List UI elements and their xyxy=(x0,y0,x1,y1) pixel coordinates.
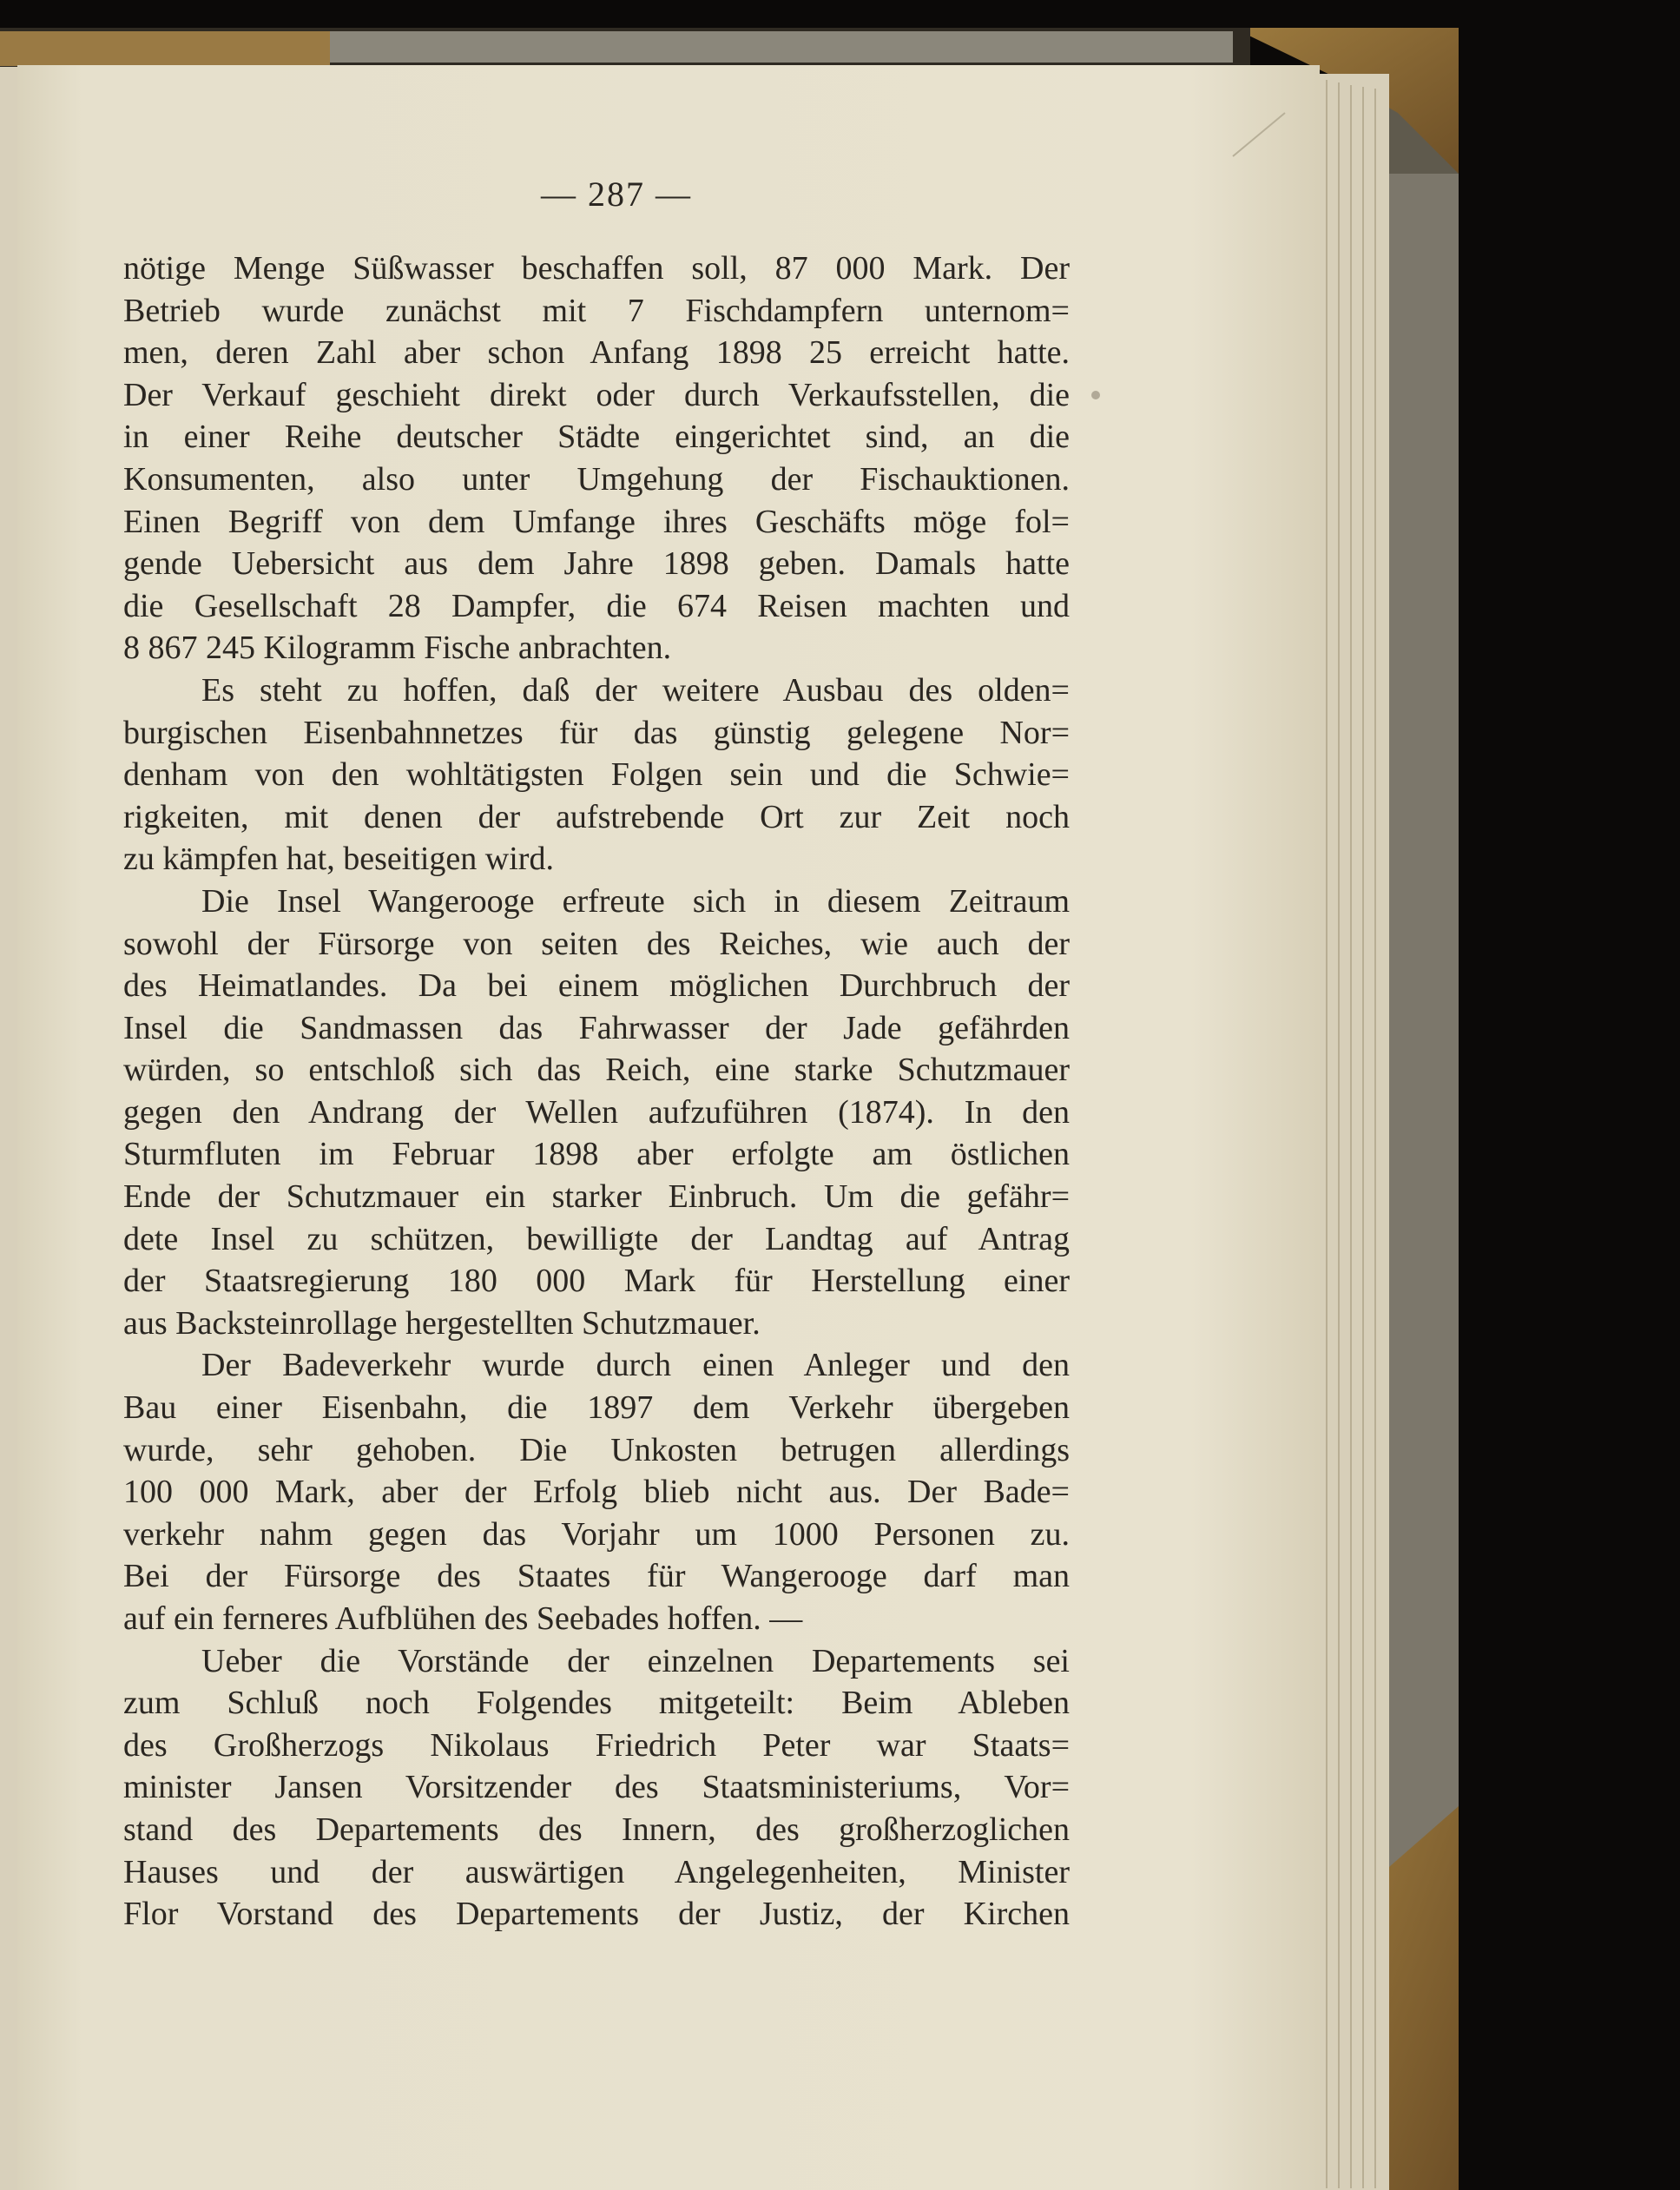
text-line: men, deren Zahl aber schon Anfang 1898 25 erreicht hatte. xyxy=(123,334,1070,372)
text-line: minister Jansen Vorsitzender des Staatsministeriums, Vor= xyxy=(123,1769,1070,1806)
text-line: Bei der Fürsorge des Staates für Wangerooge darf man xyxy=(123,1558,1070,1595)
text-line: Die Insel Wangerooge erfreute sich in diesem Zeitraum xyxy=(201,882,1070,920)
text-line: 100 000 Mark, aber der Erfolg blieb nicht aus. Der Bade= xyxy=(123,1474,1070,1511)
text-line: rigkeiten, mit denen der aufstrebende Ort zur Zeit noch xyxy=(123,798,1070,835)
text-line: dete Insel zu schützen, bewilligte der Landtag auf Antrag xyxy=(123,1220,1070,1257)
text-line: zu kämpfen hat, beseitigen wird. xyxy=(123,841,554,878)
text-line: Sturmfluten im Februar 1898 aber erfolgte am östlichen xyxy=(123,1136,1070,1173)
text-line: sowohl der Fürsorge von seiten des Reiches, wie auch der xyxy=(123,925,1070,962)
text-line: des Heimatlandes. Da bei einem möglichen Durchbruch der xyxy=(123,967,1070,1005)
text-line: Bau einer Eisenbahn, die 1897 dem Verkehr übergeben xyxy=(123,1389,1070,1427)
text-line: in einer Reihe deutscher Städte eingerichtet sind, an die xyxy=(123,419,1070,456)
page-number: — 287 — xyxy=(541,175,692,214)
text-line: Hauses und der auswärtigen Angelegenheiten, Minister xyxy=(123,1853,1070,1890)
text-line: Einen Begriff von dem Umfange ihres Geschäfts möge fol= xyxy=(123,503,1070,540)
text-line: Der Verkauf geschieht direkt oder durch Verkaufsstellen, die xyxy=(123,376,1070,413)
text-line: stand des Departements des Innern, des großherzoglichen xyxy=(123,1811,1070,1848)
text-line: Es steht zu hoffen, daß der weitere Ausbau des olden= xyxy=(201,671,1070,709)
text-line: der Staatsregierung 180 000 Mark für Herstellung einer xyxy=(123,1263,1070,1300)
text-line: auf ein ferneres Aufblühen des Seebades hoffen. — xyxy=(123,1600,803,1637)
text-line: 8 867 245 Kilogramm Fische anbrachten. xyxy=(123,630,672,667)
body-text xyxy=(123,247,1070,1936)
text-line: gegen den Andrang der Wellen aufzuführen (1874). In den xyxy=(123,1093,1070,1131)
text-line: Flor Vorstand des Departements der Justiz, der Kirchen xyxy=(123,1896,1070,1933)
text-line: Insel die Sandmassen das Fahrwasser der Jade gefährden xyxy=(123,1009,1070,1046)
left-page-edge xyxy=(0,52,19,2190)
text-line: nötige Menge Süßwasser beschaffen soll, 87 000 Mark. Der xyxy=(123,250,1070,287)
text-line: Ueber die Vorstände der einzelnen Departements sei xyxy=(201,1642,1070,1679)
text-line: würden, so entschloß sich das Reich, eine starke Schutzmauer xyxy=(123,1052,1070,1089)
text-line: wurde, sehr gehoben. Die Unkosten betrugen allerdings xyxy=(123,1431,1070,1468)
text-line: gende Uebersicht aus dem Jahre 1898 geben. Damals hatte xyxy=(123,545,1070,583)
text-line: burgischen Eisenbahnnetzes für das günstig gelegene Nor= xyxy=(123,714,1070,751)
text-line: aus Backsteinrollage hergestellten Schutzmauer. xyxy=(123,1304,761,1342)
text-line: denham von den wohltätigsten Folgen sein und die Schwie= xyxy=(123,756,1070,794)
text-line: Der Badeverkehr wurde durch einen Anleger und den xyxy=(201,1347,1070,1384)
text-line: des Großherzogs Nikolaus Friedrich Peter war Staats= xyxy=(123,1726,1070,1764)
text-line: zum Schluß noch Folgendes mitgeteilt: Beim Ableben xyxy=(123,1685,1070,1722)
text-line: Konsumenten, also unter Umgehung der Fischauktionen. xyxy=(123,460,1070,498)
text-line: verkehr nahm gegen das Vorjahr um 1000 Personen zu. xyxy=(123,1515,1070,1553)
text-line: Ende der Schutzmauer ein starker Einbruch. Um die gefähr= xyxy=(123,1178,1070,1216)
text-line: Betrieb wurde zunächst mit 7 Fischdampfern unternom= xyxy=(123,292,1070,329)
text-line: die Gesellschaft 28 Dampfer, die 674 Reisen machten und xyxy=(123,587,1070,624)
